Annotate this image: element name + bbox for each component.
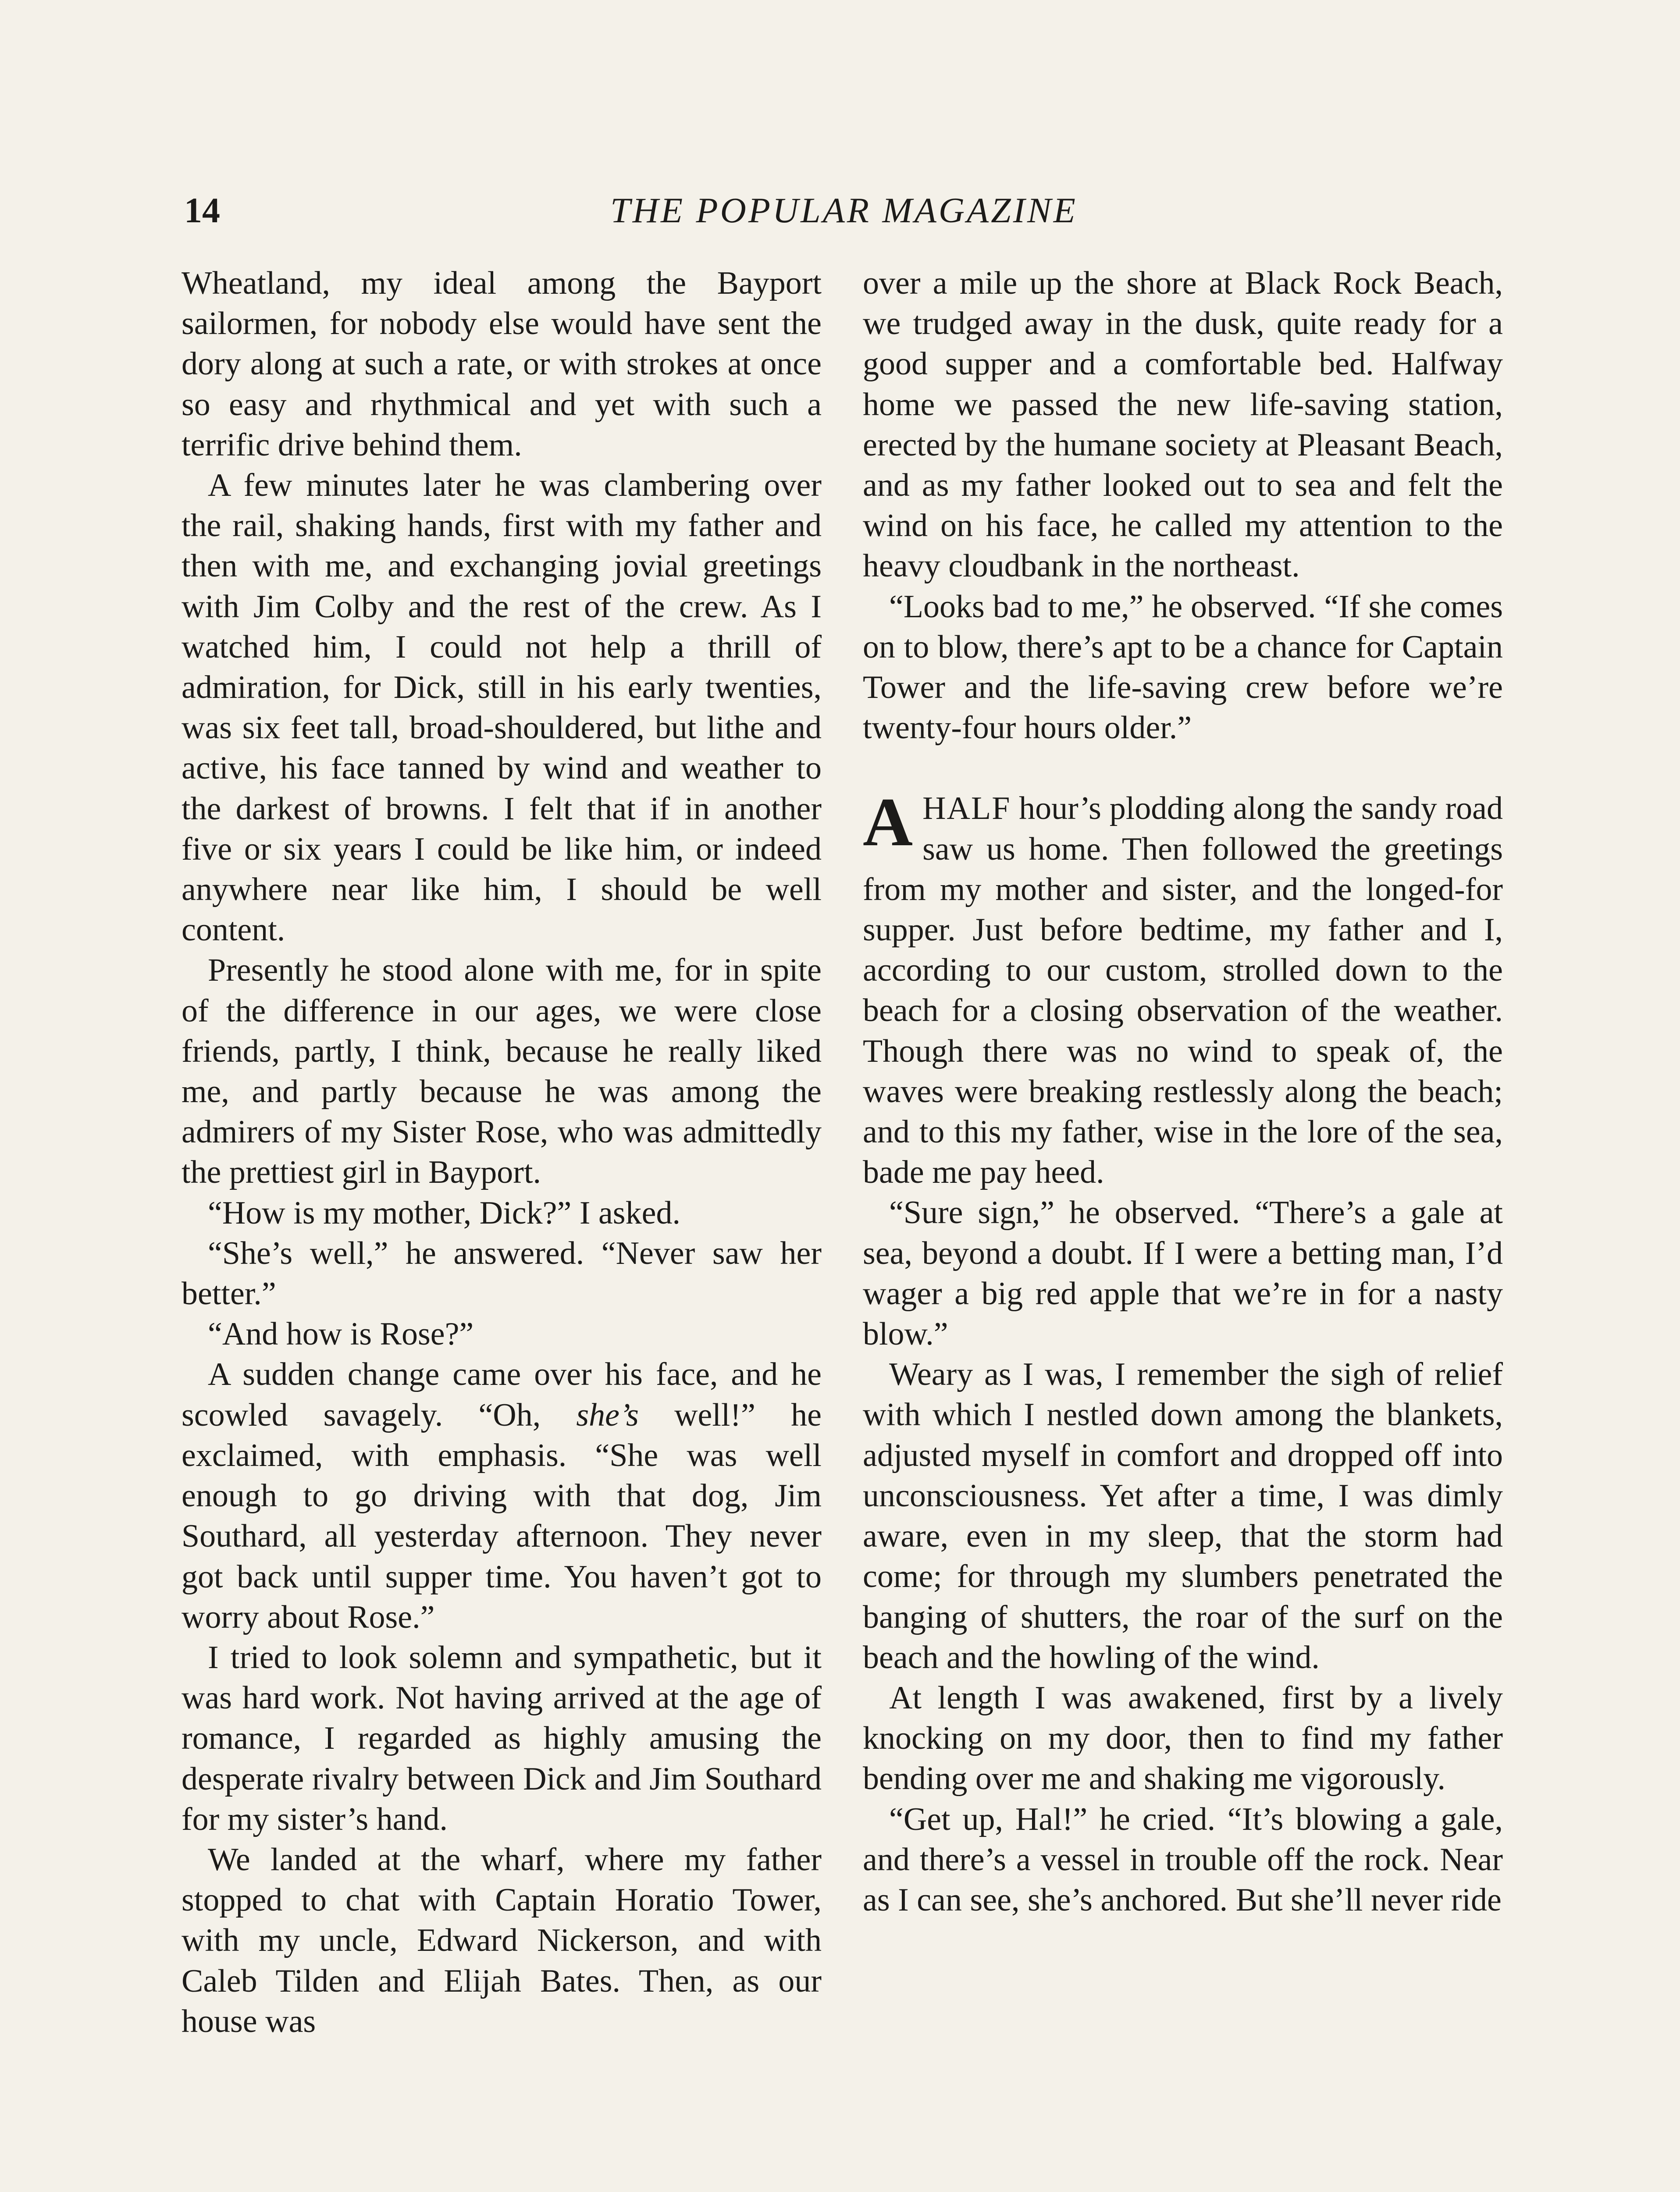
paragraph-text: hour’s plodding along the sandy road saw us home. Then followed the greetings from my mother and sister, and the longed-for supper. Just before bedtime, my father and I, according to our custom, strolled down to the beach for a closing observation of the weather. Though there was no wind to speak of, the waves were breaking restlessly along the beach; and to this my father, wise in the lore of the sea, bade me pay heed. — [863, 790, 1503, 1191]
paragraph: Weary as I was, I remember the sigh of relief with which I nestled down among the blankets, adjusted myself in comfort and dropped off into unconsciousness. Yet after a time, I was dimly aware, even in my sleep, that the storm had come; for through my slumbers penetrated the banging of shutters, the roar of the surf on the beach and the howling of the wind. — [863, 1356, 1503, 1676]
running-head: THE POPULAR MAGAZINE — [610, 190, 1078, 230]
paragraph: “Looks bad to me,” he observed. “If she comes on to blow, there’s apt to be a chance for Captain Tower and the life-saving crew before we’re twenty-four hours older.” — [863, 588, 1503, 746]
page-header — [184, 186, 1504, 235]
paragraph: over a mile up the shore at Black Rock Beach, we trudged away in the dusk, quite ready for a good supper and a comfortable bed. Halfway home we passed the new life-saving station, erected by the humane society at Pleasant Beach, and as my father looked out to sea and felt the wind on his face, he called my attention to the heavy cloudbank in the northeast. — [863, 265, 1503, 584]
paragraph: At length I was awakened, first by a lively knocking on my door, then to find my father bending over me and shaking me vigorously. — [863, 1680, 1503, 1797]
paragraph: I tried to look solemn and sympathetic, but it was hard work. Not having arrived at the age of romance, I regarded as highly amusing the desperate rivalry between Dick and Jim Southard for my sister’s hand. — [182, 1639, 822, 1837]
right-column — [863, 263, 1503, 1920]
paragraph: “And how is Rose?” — [208, 1316, 474, 1352]
paragraph: Presently he stood alone with me, for in spite of the difference in our ages, we were close friends, partly, I think, because he really liked me, and partly because he was among the admirers of my Sister Rose, who was admittedly the prettiest girl in Bayport. — [182, 952, 822, 1191]
paragraph-text: well!” he exclaimed, with emphasis. “She was well enough to go driving with that dog, Jim Southard, all yesterday afternoon. They never got back until supper time. You haven’t got to worry about Rose.” — [182, 1397, 822, 1635]
paragraph: Wheatland, my ideal among the Bayport sailormen, for nobody else would have sent the dory along at such a rate, or with strokes at once so easy and rhythmical and yet with such a terrific drive behind them. — [182, 265, 822, 463]
paragraph-text: A sudden change came over his face, and he scowled savagely. “Oh, — [182, 1356, 822, 1433]
drop-cap: A — [863, 784, 913, 861]
paragraph: “Sure sign,” he observed. “There’s a gale at sea, beyond a doubt. If I were a betting man, I’d wager a big red apple that we’re in for a nasty blow.” — [863, 1195, 1503, 1352]
paragraph: We landed at the wharf, where my father stopped to chat with Captain Horatio Tower, with my uncle, Edward Nickerson, and with Caleb Tilden and Elijah Bates. Then, as our house was — [182, 1841, 822, 2039]
paragraph: “Get up, Hal!” he cried. “It’s blowing a gale, and there’s a vessel in trouble off the rock. Near as I can see, she’s anchored. But she’ll never ride — [863, 1801, 1503, 1918]
paragraph: A few minutes later he was clambering over the rail, shaking hands, first with my father and then with me, and exchanging jovial greetings with Jim Colby and the rest of the crew. As I watched him, I could not help a thrill of admiration, for Dick, still in his early twenties, was six feet tall, broad-shouldered, but lithe and active, his face tanned by wind and weather to the darkest of browns. I felt that if in another five or six years I could be like him, or indeed anywhere near like him, I should be well content. — [182, 467, 822, 948]
section-opening-paragraph — [863, 784, 1503, 1192]
small-caps-lead: HALF — [922, 790, 1011, 827]
paragraph: “How is my mother, Dick?” I asked. — [208, 1195, 680, 1231]
left-column — [182, 263, 822, 2042]
page-number: 14 — [184, 190, 220, 230]
paragraph: “She’s well,” he answered. “Never saw her better.” — [182, 1235, 822, 1312]
emphasis-text: she’s — [576, 1397, 639, 1433]
paragraph — [182, 1354, 822, 1637]
